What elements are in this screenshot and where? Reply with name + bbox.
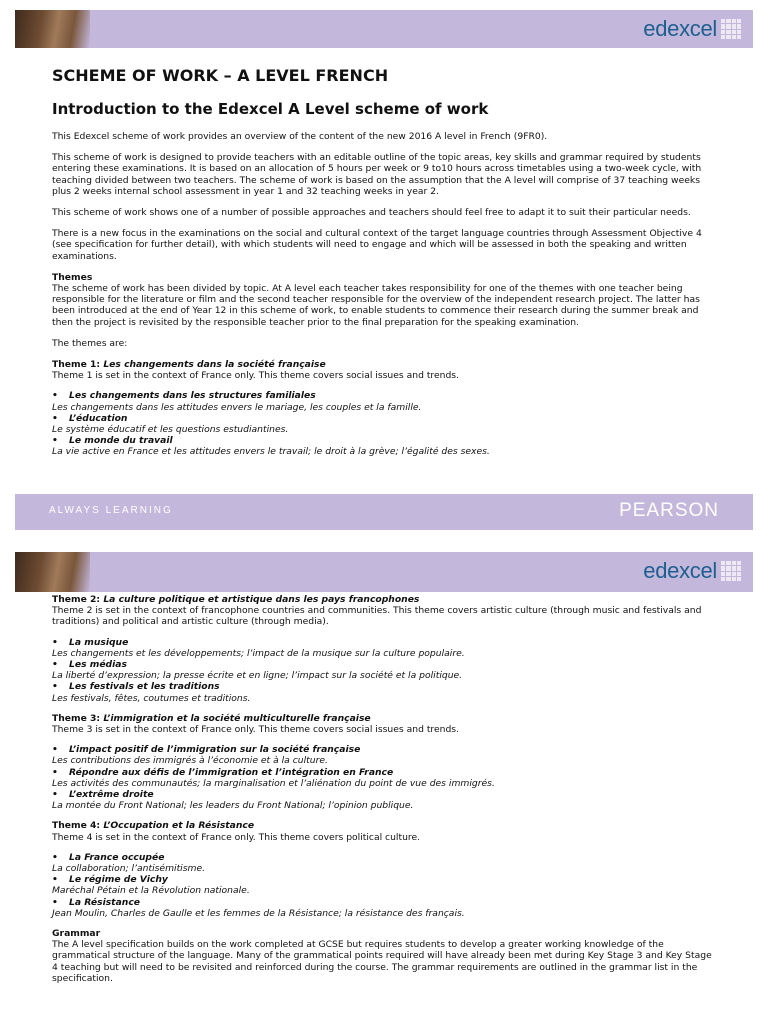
themes-are: The themes are:	[52, 337, 128, 349]
bullet-text: La vie active en France et les attitudes envers le travail; le droit à la grève; l’égalité des sexes.	[52, 446, 490, 458]
edexcel-logo	[643, 16, 741, 42]
page-1-content	[52, 66, 720, 458]
theme-heading: Theme 2: La culture politique et artistique dans les pays francophones	[52, 594, 420, 605]
bullet-text: La liberté d’expression; la presse écrite et en ligne; l’impact sur la société et la politique.	[52, 670, 463, 682]
theme-label: Theme 1:	[52, 359, 101, 371]
grammar-heading: Grammar	[52, 928, 101, 940]
theme-2	[52, 594, 720, 704]
bullet-text: Les changements dans les attitudes envers le mariage, les couples et la famille.	[52, 401, 422, 413]
theme-heading	[52, 359, 720, 370]
bullet-item: • Les festivals et les traditions	[52, 681, 220, 693]
themes-section	[52, 272, 720, 328]
bullet-item: • L’impact positif de l’immigration sur la société française	[52, 744, 361, 756]
bullet-text: Les activités des communautés; la marginalisation et l’aliénation du point de vue des immigrés.	[52, 777, 495, 789]
logo-text: edexcel	[643, 558, 717, 583]
bullet-text: La montée du Front National; les leaders du Front National; l’opinion publique.	[52, 800, 414, 812]
bullet-item: • Les changements dans les structures familiales	[52, 390, 316, 402]
header-banner	[15, 552, 753, 592]
theme-description: Theme 3 is set in the context of France only. This theme covers social issues and trends.	[52, 724, 460, 736]
bullet-item: • La France occupée	[52, 851, 165, 863]
theme-heading: Theme 3: L’immigration et la société multiculturelle française	[52, 712, 371, 724]
footer-banner	[15, 494, 753, 530]
grammar-text: The A level specification builds on the work completed at GCSE but requires students to develop a greater working knowledge of the grammatical structure of the language. Many of the grammatical points required will have already been met during Key Stage 3 and Key Stage 4 teaching but will need to be revisited and reinforced during the course. The grammar requirements are outlined in the grammar list in the specification.	[52, 939, 712, 984]
bullet-text: Les contributions des immigrés à l’économie et à la culture.	[52, 755, 328, 767]
bullet-item: • La musique	[52, 636, 129, 648]
theme-3	[52, 713, 720, 812]
bullet-item: • La Résistance	[52, 896, 140, 908]
theme-4	[52, 820, 720, 919]
bullet-item: • L’éducation	[52, 412, 128, 424]
themes-text: The scheme of work has been divided by topic. At A level each teacher takes responsibility for one of the themes with one teacher being responsible for the literature or film and the second teacher responsible for the overview of the independent research project. The latter has been introduced at the end of Year 12 in this scheme of work, to enable students to commence their research during the summer break and then the project is revisited by the responsible teacher prior to the final preparation for the speaking examination.	[52, 283, 700, 328]
logo-grid-icon	[721, 561, 741, 581]
page-2-content	[52, 594, 720, 984]
bullet-item: • L’extrême droite	[52, 789, 154, 801]
theme-title: Les changements dans la société française	[103, 359, 326, 371]
header-banner	[15, 10, 753, 48]
theme-1	[52, 359, 720, 458]
footer-slogan: ALWAYS LEARNING	[49, 505, 173, 516]
paragraph: There is a new focus in the examinations on the social and cultural context of the target language countries through Assessment Objective 4 (see specification for further detail), with which students will need to engage and which will be assessed in both the speaking and written examinations.	[52, 228, 702, 262]
bullet-item: • Les médias	[52, 659, 127, 671]
paragraph: This Edexcel scheme of work provides an overview of the content of the new 2016 A level in French (9FR0).	[52, 131, 548, 142]
themes-heading: Themes	[52, 271, 93, 283]
bullet-text: Maréchal Pétain et la Révolution nationale.	[52, 885, 250, 897]
bullet-item: • Répondre aux défis de l’immigration et l’intégration en France	[52, 766, 394, 778]
bullet-text: Les changements et les développements; l’impact de la musique sur la culture populaire.	[52, 647, 465, 659]
theme-description: Theme 2 is set in the context of francophone countries and communities. This theme covers artistic culture (through music and festivals and traditions) and political and artistic culture (through media).	[52, 605, 702, 628]
theme-heading: Theme 4: L’Occupation et la Résistance	[52, 820, 255, 832]
logo-grid-icon	[721, 19, 741, 39]
paragraph: This scheme of work is designed to provide teachers with an editable outline of the topic areas, key skills and grammar required by students entering these examinations. It is based on an allocation of 5 hours per week or 9 to10 hours across timetables using a two-week cycle, with teaching divided between two teachers. The scheme of work is based on the assumption that the A level will comprise of 37 teaching weeks plus 2 weeks internal school assessment in year 1 and 32 teaching weeks in year 2.	[52, 152, 702, 197]
theme-title: La culture politique et artistique dans les pays francophones	[103, 594, 420, 605]
bullet-text: La collaboration; l’antisémitisme.	[52, 863, 206, 875]
bullet-text: Les festivals, fêtes, coutumes et traditions.	[52, 692, 251, 704]
edexcel-logo	[643, 558, 741, 584]
theme-title: L’Occupation et la Résistance	[103, 820, 255, 832]
theme-title: L’immigration et la société multiculturelle française	[103, 712, 371, 724]
bullet-text: Le système éducatif et les questions estudiantines.	[52, 424, 289, 436]
header-photo	[15, 10, 90, 48]
header-photo	[15, 552, 90, 592]
pearson-logo: PEARSON	[619, 500, 719, 521]
theme-description: Theme 1 is set in the context of France only. This theme covers social issues and trends.	[52, 370, 460, 382]
paragraph: This scheme of work shows one of a number of possible approaches and teachers should feel free to adapt it to suit their particular needs.	[52, 207, 691, 219]
bullet-item: • Le régime de Vichy	[52, 874, 168, 886]
intro-heading: Introduction to the Edexcel A Level scheme of work	[52, 100, 489, 118]
bullet-text: Jean Moulin, Charles de Gaulle et les femmes de la Résistance; la résistance des français.	[52, 907, 465, 919]
page-title: SCHEME OF WORK – A LEVEL FRENCH	[52, 66, 389, 85]
logo-text: edexcel	[643, 16, 717, 41]
grammar-section	[52, 928, 720, 984]
bullet-item: • Le monde du travail	[52, 435, 173, 447]
theme-description: Theme 4 is set in the context of France only. This theme covers political culture.	[52, 831, 421, 843]
